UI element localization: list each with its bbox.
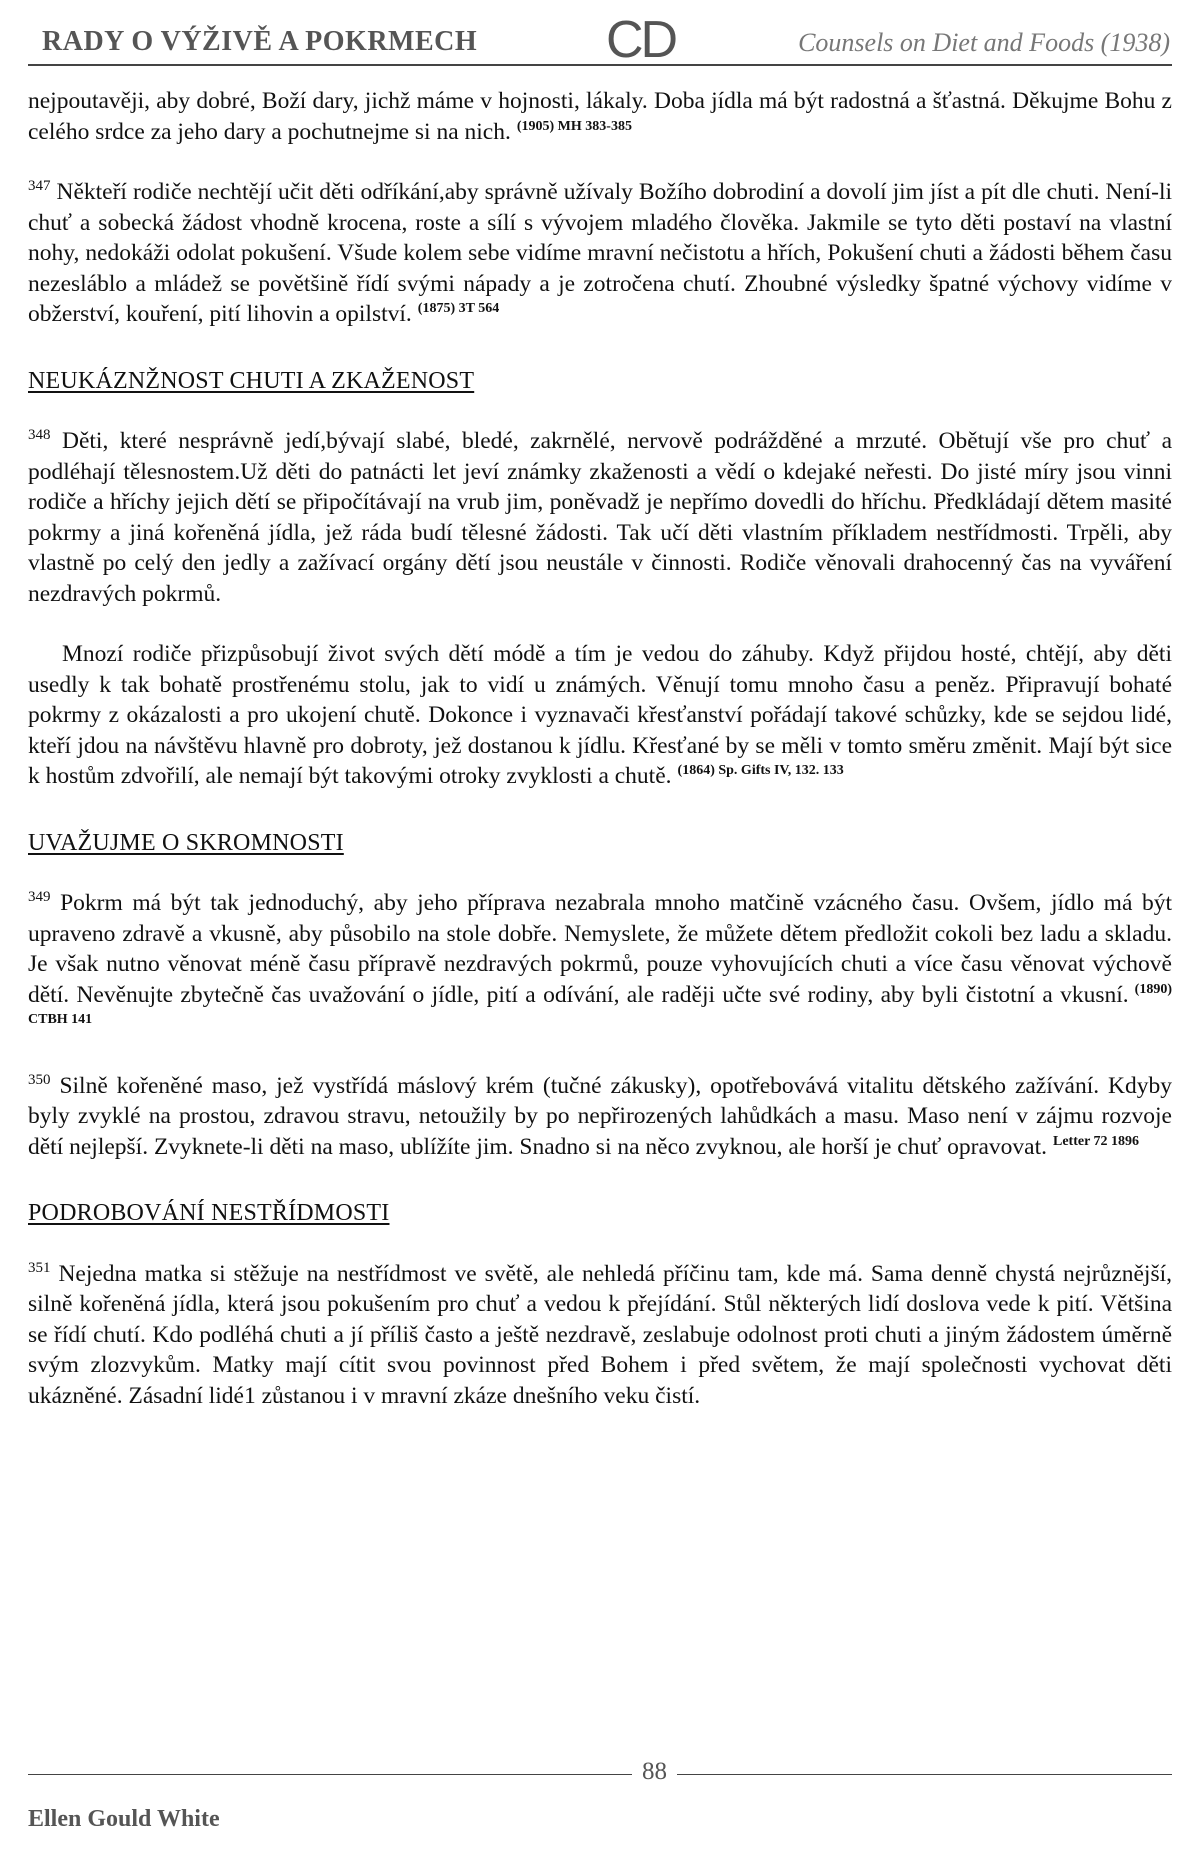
section-heading: NEUKÁZNŽNOST CHUTI A ZKAŽENOST xyxy=(28,367,475,394)
footer-divider xyxy=(28,1774,1172,1775)
reference-citation: (1905) MH 383-385 xyxy=(516,118,632,134)
paragraph-text: Děti, které nesprávně jedí,bývají slabé, bledé, zakrnělé, nervově podrážděné a mrzuté. Obětují vše pro chuť a podléhají tělesnostem.Už děti do patnácti let jeví známky zkaženosti a vědí o kdejaké neřesti. Do jisté míry jsou vinni rodiče a hříchy jejich dětí se připočítávají na vrub jim, poněvadž je nepřímo dovedli do hříchu. Předkládají dětem masité pokrmy a jiná kořeněná jídla, jež ráda budí tělesné žádosti. Tak učí děti vlastním příkladem nestřídmosti. Trpěli, aby vlastně po celý den jedly a zažívací orgány dětí jsou neustále v činnosti. Rodiče věnovali drahocenný čas na vyváření nezdravých pokrmů. xyxy=(28,428,1172,607)
paragraph-text: nejpoutavěji, aby dobré, Boží dary, jichž máme v hojnosti, lákaly. Doba jídla má být radostná a šťastná. Děkujme Bohu z celého srdce za jeho dary a pochutnejme si na nich. xyxy=(28,88,1172,145)
paragraph-intro xyxy=(28,86,1172,147)
paragraph-349 xyxy=(28,888,1172,1041)
paragraph-347 xyxy=(28,177,1172,330)
section-heading: PODROBOVÁNÍ NESTŘÍDMOSTI xyxy=(28,1200,390,1226)
page-content xyxy=(28,86,1172,1441)
paragraph-text: Pokrm má být tak jednoduchý, aby jeho příprava nezabrala mnoho matčině vzácného času. Ovšem, jídlo má být upraveno zdravě a vkusně, aby působilo na stole dobře. Nemyslete, že můžete dětem předložit cokoli bez ladu a skladu. Je však nutno věnovat méně času přípravě nezdravých pokrmů, pouze vyhovujících chuti a více času věnovat výchově dětí. Nevěnujte zbytečně čas uvažování o jídle, pití a odívání, ale raději učte své rodiny, aby byli čistotní a vkusní. xyxy=(28,890,1172,1008)
paragraph-text: Někteří rodiče nechtějí učit děti odříkání,aby správně užívaly Božího dobrodiní a dovolí jim jíst a pít dle chuti. Není-li chuť a sobecká žádost vhodně krocena, roste a sílí s vývojem mladého člověka. Jakmile se tyto děti postaví na vlastní nohy, nedokáži odolat pokušení. Všude kolem sebe vidíme mravní nečistotu a hřích, Pokušení chuti a žádosti během času nezesláblo a mládež se povětšině řídí svými nápady a je zotročena chutí. Zhoubné výsledky špatné výchovy vidíme v obžerství, kouření, pití lihovin a opilství. xyxy=(28,179,1173,327)
header-english-title: Counsels on Diet and Foods (1938) xyxy=(798,28,1170,57)
page-header xyxy=(28,11,1172,69)
paragraph-number: 348 xyxy=(28,427,51,444)
header-book-title: RADY O VÝŽIVĚ A POKRMECH xyxy=(42,26,478,57)
footer-author: Ellen Gould White xyxy=(28,1806,220,1832)
page-number: 88 xyxy=(632,1758,677,1786)
paragraph-number: 347 xyxy=(28,178,51,195)
paragraph-text: Nejedna matka si stěžuje na nestřídmost ve světě, ale nehledá příčinu tam, kde má. Sama denně chystá nejrůznější, silně kořeněná jídla, která jsou pokušením pro chuť a vedou k přejídání. Stůl některých lidí doslova vede k pití. Většina se řídí chutí. Kdo podléhá chuti a jí příliš často a ještě nezdravě, zeslabuje odolnost proti chuti a jiným žádostem úměrně svým zlozvykům. Matky mají cítit svou povinnost před Bohem i před světem, že mají společnosti vychovat děti ukázněné. Zásadní lidé1 zůstanou i v mravní zkáze dnešního veku čistí. xyxy=(28,1260,1173,1409)
paragraph-number: 350 xyxy=(28,1071,51,1088)
paragraph-348-continued xyxy=(28,639,1172,792)
section-heading: UVAŽUJME O SKROMNOSTI xyxy=(28,829,344,856)
reference-citation: (1864) Sp. Gifts IV, 132. 133 xyxy=(677,763,844,779)
reference-citation: (1875) 3T 564 xyxy=(417,301,500,317)
paragraph-number: 349 xyxy=(28,889,51,906)
paragraph-text: Mnozí rodiče přizpůsobují život svých dětí módě a tím je vedou do záhuby. Když přijdou hosté, chtějí, aby děti usedly k tak bohatě prostřenému stolu, jak to vidí u známých. Věnují tomu mnoho času a peněz. Připravují bohaté pokrmy z okázalosti a pro ukojení chutě. Dokonce i vyznavači křesťanství pořádají takové schůzky, kde se sejdou lidé, kteří jdou na návštěvu hlavně pro dobroty, jež dostanou k jídlu. Křesťané by se měli v tomto směru změnit. Mají být sice k hostům zdvořilí, ale nemají být takovými otroky zvyklosti a chutě. xyxy=(28,641,1172,789)
header-logo: CD xyxy=(606,11,676,69)
reference-citation: (1890) CTBH 141 xyxy=(28,981,1172,1028)
reference-citation: Letter 72 1896 xyxy=(1052,1133,1140,1149)
header-divider xyxy=(28,64,1172,66)
paragraph-351 xyxy=(28,1259,1172,1412)
paragraph-350 xyxy=(28,1071,1172,1163)
paragraph-348 xyxy=(28,426,1172,609)
paragraph-text: Silně kořeněné maso, jež vystřídá máslový krém (tučné zákusky), opotřebovává vitalitu dětského zažívání. Kdyby byly zvyklé na prostou, zdravou stravu, netoužily by po nepřirozených lahůdkách a masu. Maso není v zájmu rozvoje dětí nejlepší. Zvyknete-li děti na maso, ublížíte jim. Snadno si na něco zvyknou, ale horší je chuť opravovat. xyxy=(28,1072,1173,1160)
paragraph-number: 351 xyxy=(28,1259,51,1276)
